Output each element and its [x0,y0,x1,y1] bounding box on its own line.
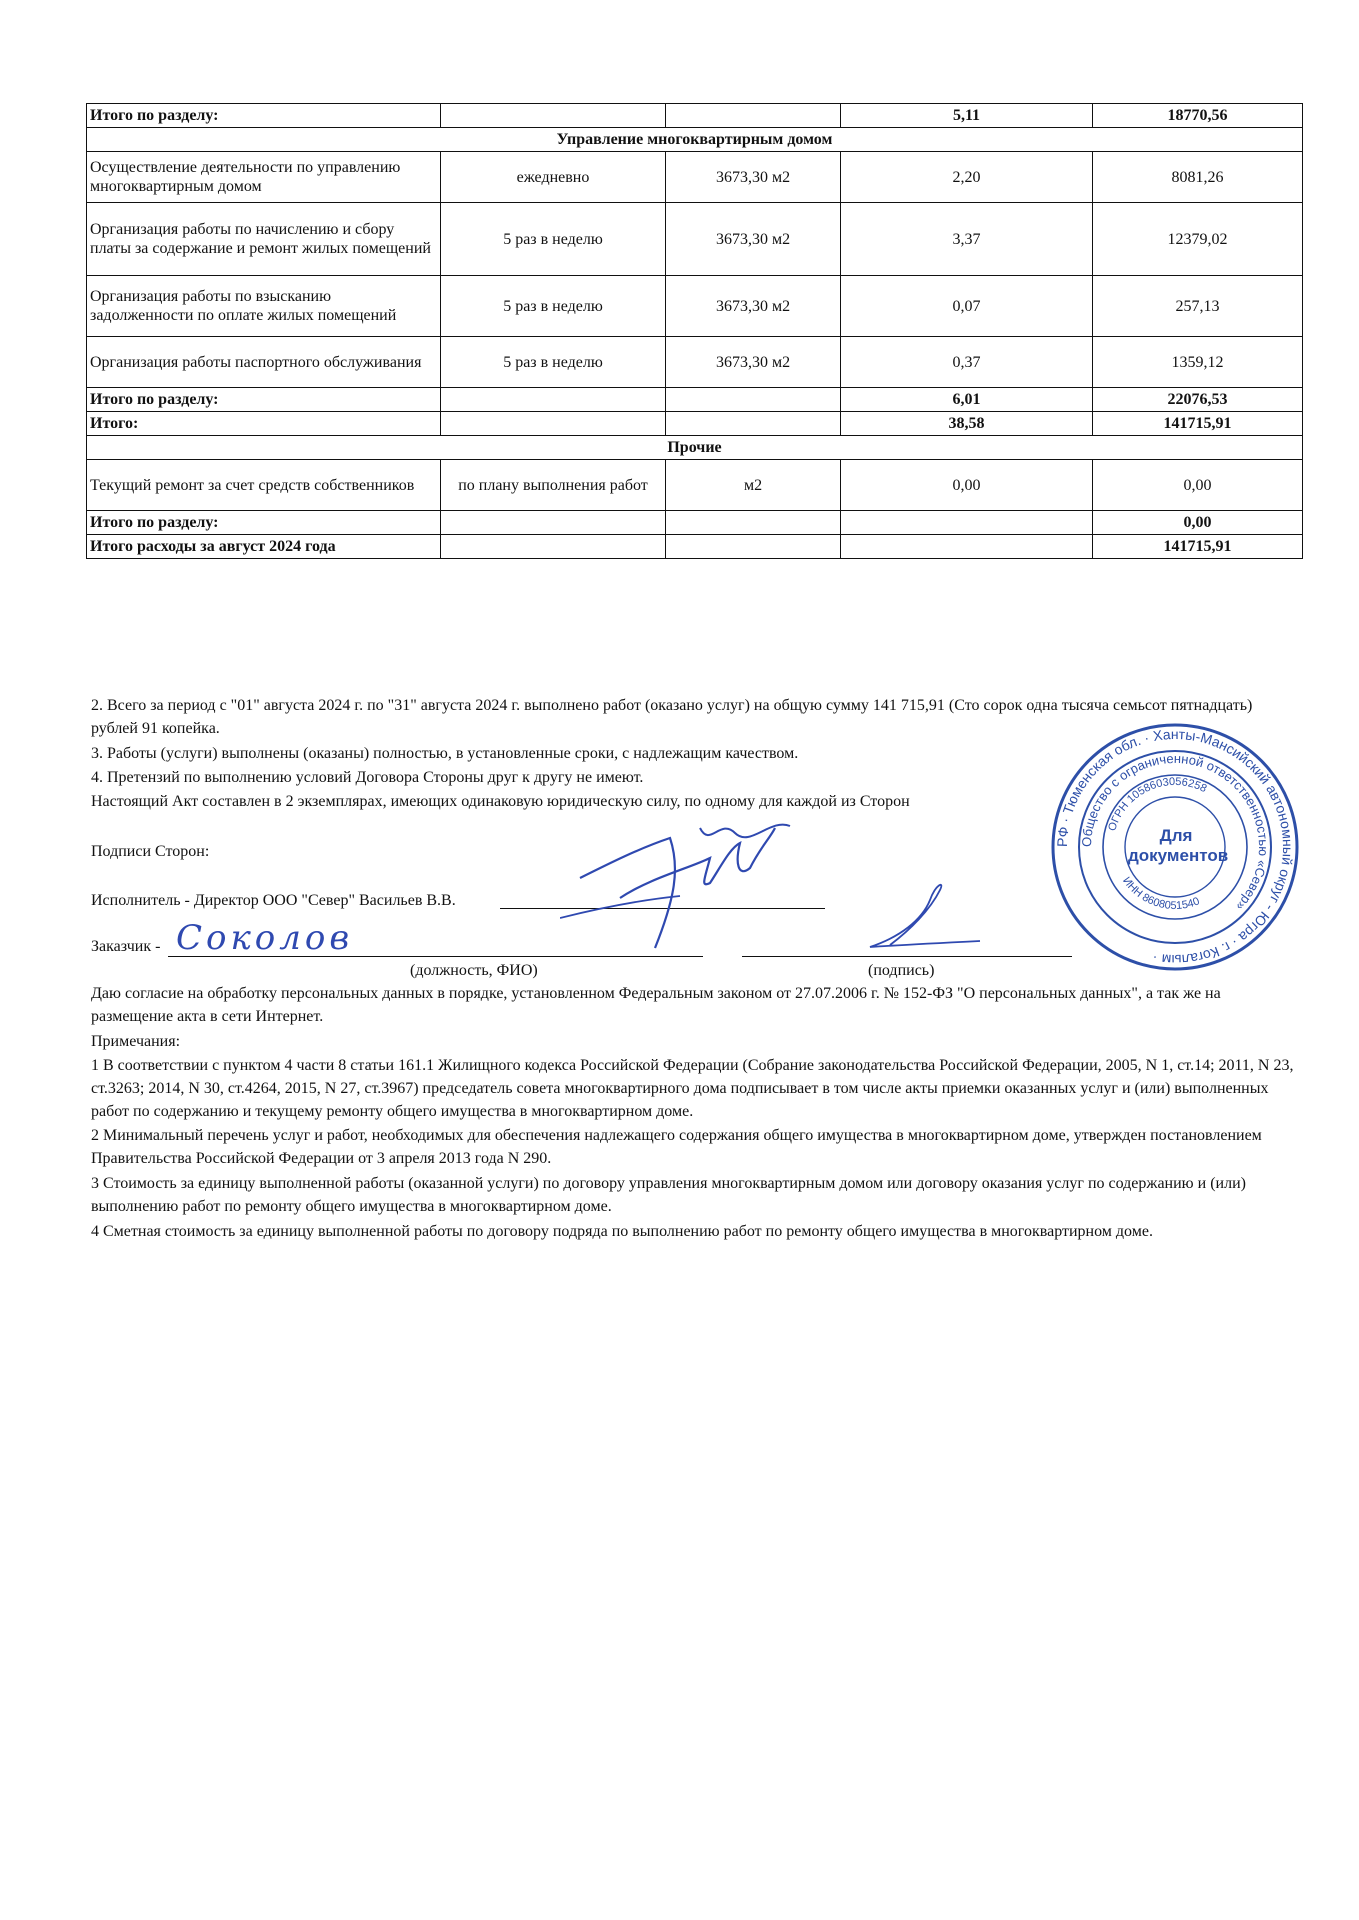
table-row [87,104,1303,128]
stamp-center [1128,826,1229,866]
table-row [87,388,1303,412]
cell-volume [666,412,841,436]
consent-text: Даю согласие на обработку персональных данных в порядке, установленном Федеральным законом от 27.07.2006 г. № 152-ФЗ "О персональных данных", а так же на размещение акта в сети Интернет. [91,985,1221,1025]
cell-volume: 3673,30 м2 [666,337,841,388]
stamp-ring-text: РФ · Тюменская обл. · Ханты-Мансийский автономный округ - Югра · г. Когалым · [1053,725,1297,969]
cell-name: Итого расходы за август 2024 года [87,535,441,559]
note-2: 2 Минимальный перечень услуг и работ, необходимых для обеспечения надлежащего содержания общего имущества в многоквартирном доме, утвержден постановлением Правительства Российской Федерации от 3 апреля 2013 года N 290. [91,1127,1262,1167]
cell-frequency [441,388,666,412]
stamp-center-line-2: документов [1128,846,1229,865]
paragraph-copies: Настоящий Акт составлен в 2 экземплярах, имеющих одинаковую юридическую силу, по одному для каждой из Сторон [91,793,910,810]
services-table [86,103,1303,559]
cell-rate: 38,58 [841,412,1093,436]
cell-name: Организация работы по начислению и сбору платы за содержание и ремонт жилых помещений [87,203,441,276]
paragraph-total-sum: 2. Всего за период с "01" августа 2024 г. по "31" августа 2024 г. выполнено работ (оказано услуг) на общую сумму 141 715,91 (Сто сорок одна тысяча семьсот пятнадцать) рублей 91 копейка. [91,697,1253,737]
cell-amount: 1359,12 [1093,337,1303,388]
customer-signature-icon [830,875,990,955]
cell-name: Организация работы паспортного обслуживания [87,337,441,388]
cell-rate: 6,01 [841,388,1093,412]
cell-frequency: 5 раз в неделю [441,203,666,276]
cell-rate: 0,37 [841,337,1093,388]
cell-name: Осуществление деятельности по управлению многоквартирным домом [87,152,441,203]
section-title: Прочие [87,436,1303,460]
executor-line: Исполнитель - Директор ООО "Север" Васильев В.В. [91,892,456,909]
cell-amount: 12379,02 [1093,203,1303,276]
note-1: 1 В соответствии с пунктом 4 части 8 статьи 161.1 Жилищного кодекса Российской Федерации (Собрание законодательства Российской Федерации, 2005, N 1, ст.14; 2011, N 23, ст.3263; 2014, N 30, ст.4264, 2015, N 27, ст.3967) председатель совета многоквартирного дома подписывает в том числе акты приемки оказанных услуг и (или) выполненных работ по содержанию и текущему ремонту общего имущества в многоквартирном доме. [91,1057,1294,1120]
cell-volume: 3673,30 м2 [666,152,841,203]
cell-name: Итого по разделу: [87,104,441,128]
table-row [87,337,1303,388]
table-row [87,460,1303,511]
section-row [87,436,1303,460]
cell-frequency [441,412,666,436]
note-3: 3 Стоимость за единицу выполненной работы (оказанной услуги) по договору управления многоквартирным домом или договору оказания услуг по содержанию и (или) выполнению работ по ремонту общего имущества в многоквартирном доме. [91,1175,1246,1215]
cell-name: Итого: [87,412,441,436]
cell-frequency: 5 раз в неделю [441,337,666,388]
cell-amount: 141715,91 [1093,535,1303,559]
cell-volume: 3673,30 м2 [666,276,841,337]
signatures-title: Подписи Сторон: [91,843,210,860]
section-row [87,128,1303,152]
cell-rate: 5,11 [841,104,1093,128]
cell-volume [666,535,841,559]
paragraph-quality: 3. Работы (услуги) выполнены (оказаны) полностью, в установленные сроки, с надлежащим качеством. [91,745,799,762]
cell-name: Организация работы по взысканию задолженности по оплате жилых помещений [87,276,441,337]
cell-name: Текущий ремонт за счет средств собственников [87,460,441,511]
paragraph-claims: 4. Претензий по выполнению условий Договора Стороны друг к другу не имеют. [91,769,644,786]
handwritten-customer-name: Соколов [176,918,354,958]
note-4: 4 Сметная стоимость за единицу выполненной работы по договору подряда по выполнению работ по ремонту общего имущества в многоквартирном доме. [91,1223,1153,1240]
cell-volume: 3673,30 м2 [666,203,841,276]
executor-signature-icon [560,808,800,958]
cell-amount: 8081,26 [1093,152,1303,203]
cell-amount: 141715,91 [1093,412,1303,436]
notes-title: Примечания: [91,1033,181,1050]
stamp-inner-text: Общество с ограниченной ответственностью «Север» [1078,750,1272,914]
cell-frequency [441,104,666,128]
table-row [87,152,1303,203]
caption-signature: (подпись) [868,962,935,979]
section-title: Управление многоквартирным домом [87,128,1303,152]
table-row [87,276,1303,337]
table-row [87,203,1303,276]
cell-frequency [441,535,666,559]
cell-amount: 0,00 [1093,460,1303,511]
cell-rate: 0,07 [841,276,1093,337]
cell-frequency [441,511,666,535]
cell-rate: 0,00 [841,460,1093,511]
stamp-ogrn: ОГРН 1058603056258 [1106,775,1209,833]
cell-rate [841,535,1093,559]
caption-position: (должность, ФИО) [410,962,538,979]
cell-volume: м2 [666,460,841,511]
customer-label: Заказчик - [91,938,161,955]
table-row [87,511,1303,535]
cell-rate: 2,20 [841,152,1093,203]
cell-amount: 18770,56 [1093,104,1303,128]
cell-name: Итого по разделу: [87,388,441,412]
stamp-center-line-1: Для [1159,826,1193,845]
cell-rate [841,511,1093,535]
cell-frequency: ежедневно [441,152,666,203]
cell-name: Итого по разделу: [87,511,441,535]
cell-frequency: по плану выполнения работ [441,460,666,511]
cell-amount: 0,00 [1093,511,1303,535]
stamp-inn: ИНН 8608051540 [1120,874,1202,913]
cell-rate: 3,37 [841,203,1093,276]
cell-volume [666,511,841,535]
cell-amount: 257,13 [1093,276,1303,337]
table-row [87,535,1303,559]
cell-amount: 22076,53 [1093,388,1303,412]
cell-volume [666,388,841,412]
table-row [87,412,1303,436]
cell-frequency: 5 раз в неделю [441,276,666,337]
cell-volume [666,104,841,128]
svg-text:ИНН 8608051540 [1120,875,1201,912]
